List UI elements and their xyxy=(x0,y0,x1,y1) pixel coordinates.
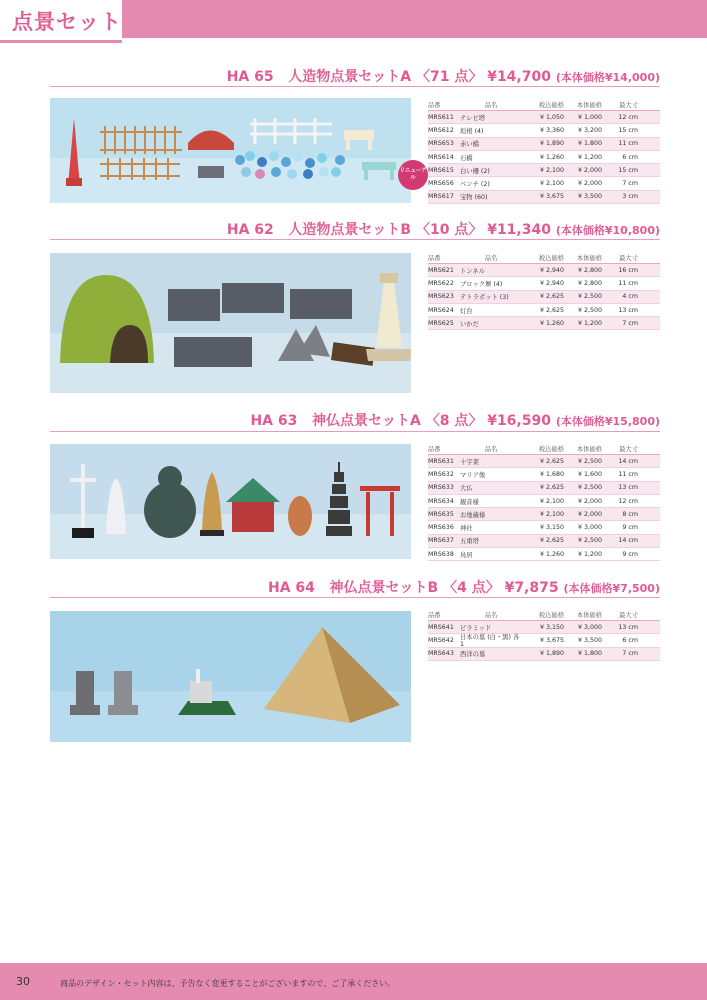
item-name: 白い柵 (2) xyxy=(460,167,490,175)
item-name: お地蔵様 xyxy=(460,511,486,519)
item-name: トンネル xyxy=(460,267,485,275)
table-header xyxy=(428,442,660,455)
item-base-price: ¥ 2,800 xyxy=(577,266,602,274)
col-base-price: 本体価格 xyxy=(576,254,602,262)
item-size: 9 cm xyxy=(622,524,638,532)
item-size: 15 cm xyxy=(618,126,638,134)
item-name: いかだ xyxy=(460,320,479,328)
item-base-price: ¥ 1,800 xyxy=(577,140,602,148)
item-tax-price: ¥ 2,625 xyxy=(539,306,564,314)
col-base-price: 本体価格 xyxy=(576,611,602,619)
table-row xyxy=(428,508,660,521)
item-tax-price: ¥ 1,890 xyxy=(539,650,564,658)
item-base-price: ¥ 1,200 xyxy=(577,319,602,327)
price-table-ha65 xyxy=(428,98,660,204)
table-row xyxy=(428,455,660,468)
item-size: 11 cm xyxy=(618,470,638,478)
item-size: 11 cm xyxy=(618,279,638,287)
table-header xyxy=(428,608,660,621)
item-base-price: ¥ 2,800 xyxy=(577,279,602,287)
item-code: MRS631 xyxy=(428,457,454,465)
item-name: 垣根 (4) xyxy=(460,127,484,135)
item-size: 9 cm xyxy=(622,550,638,558)
table-header xyxy=(428,251,660,264)
item-size: 13 cm xyxy=(618,306,638,314)
set-name: 人造物点景セットA xyxy=(288,69,412,85)
item-base-price: ¥ 1,200 xyxy=(577,550,602,558)
product-photo-ha65 xyxy=(50,98,411,203)
item-code: MRS624 xyxy=(428,306,454,314)
item-base-price: ¥ 1,800 xyxy=(577,650,602,658)
table-row xyxy=(428,468,660,481)
item-size: 14 cm xyxy=(618,537,638,545)
col-tax-price: 税込価格 xyxy=(538,101,564,109)
table-row xyxy=(428,291,660,304)
set-price: ¥7,875 xyxy=(504,580,559,596)
set-base-price: (本体価格¥10,800) xyxy=(555,224,660,237)
page-title: 点景セット xyxy=(12,10,122,34)
col-size: 最大寸 xyxy=(619,611,638,619)
table-row xyxy=(428,151,660,164)
price-table-ha64 xyxy=(428,608,660,661)
item-base-price: ¥ 3,200 xyxy=(577,126,602,134)
item-tax-price: ¥ 2,100 xyxy=(539,180,564,188)
item-code: MRS611 xyxy=(428,113,454,121)
item-code: MRS622 xyxy=(428,279,454,287)
item-size: 16 cm xyxy=(618,266,638,274)
item-size: 7 cm xyxy=(622,180,638,188)
item-tax-price: ¥ 1,260 xyxy=(539,153,564,161)
item-size: 7 cm xyxy=(622,650,638,658)
item-code: MRS642 xyxy=(428,636,454,644)
item-base-price: ¥ 2,500 xyxy=(577,484,602,492)
item-base-price: ¥ 2,500 xyxy=(577,293,602,301)
item-tax-price: ¥ 2,100 xyxy=(539,166,564,174)
item-base-price: ¥ 3,000 xyxy=(577,623,602,631)
item-name: 大仏 xyxy=(460,485,473,493)
col-size: 最大寸 xyxy=(619,254,638,262)
col-tax-price: 税込価格 xyxy=(538,254,564,262)
renewal-badge: リニューアル xyxy=(398,160,428,190)
item-base-price: ¥ 2,500 xyxy=(577,457,602,465)
set-count: 〈71 点〉 xyxy=(415,69,483,85)
item-size: 3 cm xyxy=(622,193,638,201)
item-tax-price: ¥ 2,940 xyxy=(539,266,564,274)
set-count: 〈4 点〉 xyxy=(443,580,500,596)
item-size: 12 cm xyxy=(618,113,638,121)
table-row xyxy=(428,277,660,290)
item-base-price: ¥ 1,600 xyxy=(577,470,602,478)
table-row xyxy=(428,304,660,317)
table-row xyxy=(428,124,660,137)
item-tax-price: ¥ 2,940 xyxy=(539,279,564,287)
table-row xyxy=(428,111,660,124)
table-header xyxy=(428,98,660,111)
table-row xyxy=(428,548,660,561)
item-size: 6 cm xyxy=(622,636,638,644)
item-tax-price: ¥ 1,260 xyxy=(539,550,564,558)
footer-note: 商品のデザイン・セット内容は、予告なく変更することがございますので、ご了承ください。 xyxy=(60,979,396,988)
item-tax-price: ¥ 2,100 xyxy=(539,510,564,518)
set-code: HA 62 xyxy=(226,222,274,238)
set-code: HA 64 xyxy=(267,580,315,596)
section-title-ha65 xyxy=(227,66,660,86)
item-code: MRS617 xyxy=(428,193,454,201)
item-tax-price: ¥ 3,360 xyxy=(539,126,564,134)
item-base-price: ¥ 2,000 xyxy=(577,166,602,174)
set-price: ¥11,340 xyxy=(487,222,551,238)
item-code: MRS633 xyxy=(428,484,454,492)
table-row xyxy=(428,264,660,277)
set-count: 〈8 点〉 xyxy=(425,413,483,429)
item-code: MRS615 xyxy=(428,166,454,174)
item-tax-price: ¥ 1,890 xyxy=(539,140,564,148)
item-name: 十字架 xyxy=(460,458,479,466)
item-size: 14 cm xyxy=(618,457,638,465)
item-code: MRS621 xyxy=(428,266,454,274)
item-name: ベンチ (2) xyxy=(460,181,490,189)
item-size: 15 cm xyxy=(618,166,638,174)
item-name: 石橋 xyxy=(460,154,473,162)
table-row xyxy=(428,177,660,190)
table-row xyxy=(428,138,660,151)
item-code: MRS637 xyxy=(428,537,454,545)
item-code: MRS641 xyxy=(428,623,454,631)
item-tax-price: ¥ 1,680 xyxy=(539,470,564,478)
item-code: MRS634 xyxy=(428,497,454,505)
item-code: MRS614 xyxy=(428,153,454,161)
section-rule xyxy=(50,431,660,432)
item-code: MRS643 xyxy=(428,650,454,658)
item-base-price: ¥ 2,500 xyxy=(577,537,602,545)
set-name: 神仏点景セットA xyxy=(311,413,421,429)
item-size: 13 cm xyxy=(618,484,638,492)
item-tax-price: ¥ 2,625 xyxy=(539,293,564,301)
table-row xyxy=(428,535,660,548)
product-photo-ha63 xyxy=(50,444,411,559)
col-name: 品名 xyxy=(484,611,498,619)
item-base-price: ¥ 1,000 xyxy=(577,113,602,121)
col-size: 最大寸 xyxy=(619,101,638,109)
item-tax-price: ¥ 3,675 xyxy=(539,193,564,201)
item-size: 12 cm xyxy=(618,497,638,505)
set-price: ¥14,700 xyxy=(487,69,551,85)
item-name: ブロック塀 (4) xyxy=(460,280,503,288)
item-size: 7 cm xyxy=(622,319,638,327)
item-code: MRS656 xyxy=(428,180,454,188)
item-code: MRS625 xyxy=(428,319,454,327)
item-tax-price: ¥ 2,100 xyxy=(539,497,564,505)
item-tax-price: ¥ 2,625 xyxy=(539,484,564,492)
item-base-price: ¥ 3,000 xyxy=(577,524,602,532)
item-tax-price: ¥ 3,675 xyxy=(539,636,564,644)
item-tax-price: ¥ 1,050 xyxy=(539,113,564,121)
col-code: 品番 xyxy=(428,254,441,262)
item-tax-price: ¥ 2,625 xyxy=(539,537,564,545)
table-row xyxy=(428,648,660,661)
item-base-price: ¥ 2,500 xyxy=(577,306,602,314)
price-table-ha63 xyxy=(428,442,660,561)
item-size: 13 cm xyxy=(618,623,638,631)
col-base-price: 本体価格 xyxy=(576,101,602,109)
item-size: 4 cm xyxy=(622,293,638,301)
item-name: マリア像 xyxy=(460,471,486,479)
item-code: MRS638 xyxy=(428,550,454,558)
set-count: 〈10 点〉 xyxy=(415,222,483,238)
set-name: 人造物点景セットB xyxy=(288,222,412,238)
item-name: 鳥居 xyxy=(460,551,473,559)
table-row xyxy=(428,482,660,495)
item-name: 五重塔 xyxy=(460,538,479,546)
item-name: テトラポット (3) xyxy=(460,294,509,302)
product-photo-ha64 xyxy=(50,611,411,742)
item-base-price: ¥ 2,000 xyxy=(577,497,602,505)
section-rule xyxy=(50,597,660,598)
section-title-ha64 xyxy=(268,577,660,597)
item-name: テレビ塔 xyxy=(460,114,486,122)
item-name: ピラミッド xyxy=(460,624,492,632)
item-name: 赤い橋 xyxy=(460,141,479,149)
item-size: 8 cm xyxy=(622,510,638,518)
item-name: 神社 xyxy=(460,525,473,533)
price-table-ha62 xyxy=(428,251,660,330)
section-title-ha62 xyxy=(227,219,660,239)
item-size: 11 cm xyxy=(618,140,638,148)
section-title-ha63 xyxy=(250,410,660,430)
col-name: 品名 xyxy=(484,101,498,109)
item-name: 西洋の墓 xyxy=(460,651,486,659)
table-row xyxy=(428,521,660,534)
table-row xyxy=(428,495,660,508)
page-number: 30 xyxy=(16,975,30,988)
item-code: MRS632 xyxy=(428,470,454,478)
set-price: ¥16,590 xyxy=(487,413,551,429)
product-photo-ha62 xyxy=(50,253,411,393)
set-base-price: (本体価格¥7,500) xyxy=(563,582,660,595)
col-name: 品名 xyxy=(484,254,498,262)
set-base-price: (本体価格¥14,000) xyxy=(555,71,660,84)
item-code: MRS636 xyxy=(428,524,454,532)
item-code: MRS623 xyxy=(428,293,454,301)
item-code: MRS612 xyxy=(428,126,454,134)
section-rule xyxy=(50,239,660,240)
col-tax-price: 税込価格 xyxy=(538,445,564,453)
item-name: 日本の墓 (白・黒) 各1 xyxy=(460,634,520,649)
set-name: 神仏点景セットB xyxy=(329,580,439,596)
item-name: 灯台 xyxy=(460,307,473,315)
item-tax-price: ¥ 3,150 xyxy=(539,524,564,532)
item-base-price: ¥ 1,200 xyxy=(577,153,602,161)
table-row xyxy=(428,634,660,647)
table-row xyxy=(428,164,660,177)
col-name: 品名 xyxy=(484,445,498,453)
table-row xyxy=(428,191,660,204)
col-code: 品番 xyxy=(428,445,441,453)
item-size: 6 cm xyxy=(622,153,638,161)
item-base-price: ¥ 2,000 xyxy=(577,180,602,188)
item-tax-price: ¥ 2,625 xyxy=(539,457,564,465)
set-code: HA 65 xyxy=(226,69,274,85)
item-code: MRS653 xyxy=(428,140,454,148)
set-code: HA 63 xyxy=(250,413,298,429)
col-code: 品番 xyxy=(428,101,441,109)
item-tax-price: ¥ 1,260 xyxy=(539,319,564,327)
col-code: 品番 xyxy=(428,611,441,619)
table-row xyxy=(428,317,660,330)
item-tax-price: ¥ 3,150 xyxy=(539,623,564,631)
item-name: 観音様 xyxy=(460,498,479,506)
item-name: 宝物 (60) xyxy=(460,194,488,202)
item-code: MRS635 xyxy=(428,510,454,518)
set-base-price: (本体価格¥15,800) xyxy=(555,415,660,428)
col-size: 最大寸 xyxy=(619,445,638,453)
item-base-price: ¥ 3,500 xyxy=(577,636,602,644)
header-title-box xyxy=(0,0,122,43)
section-rule xyxy=(50,86,660,87)
item-base-price: ¥ 3,500 xyxy=(577,193,602,201)
item-base-price: ¥ 2,000 xyxy=(577,510,602,518)
col-tax-price: 税込価格 xyxy=(538,611,564,619)
col-base-price: 本体価格 xyxy=(576,445,602,453)
